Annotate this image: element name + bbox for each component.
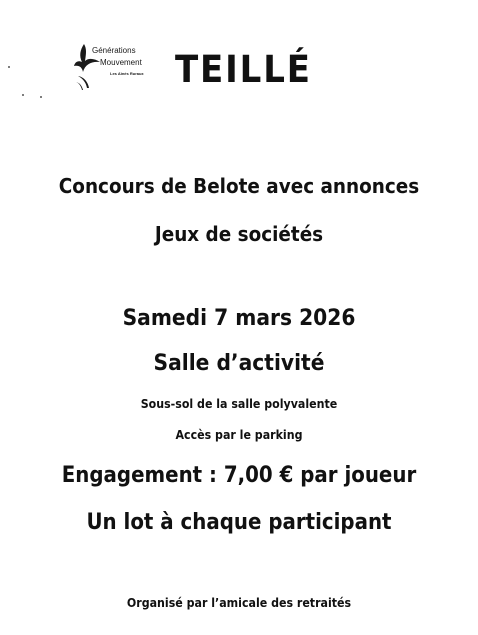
event-date: Samedi 7 mars 2026	[122, 306, 356, 331]
logo-line-2: Mouvement	[100, 58, 142, 67]
logo-line-1: Générations	[92, 46, 136, 55]
scan-speck	[22, 94, 24, 96]
scan-speck	[8, 66, 10, 68]
page-title: TEILLÉ	[175, 48, 312, 91]
organizer-footer: Organisé par l’amicale des retraités	[126, 596, 352, 610]
event-line-1: Concours de Belote avec annonces	[58, 174, 420, 198]
venue-detail: Sous-sol de la salle polyvalente	[140, 397, 338, 411]
prize-info: Un lot à chaque participant	[86, 510, 392, 535]
access-info: Accès par le parking	[175, 428, 303, 442]
event-line-2: Jeux de sociétés	[154, 222, 324, 246]
logo-line-3: Les Aînés Ruraux	[110, 71, 144, 76]
entry-fee: Engagement : 7,00 € par joueur	[61, 463, 417, 488]
generations-mouvement-logo	[70, 42, 154, 92]
scan-speck	[40, 96, 42, 98]
event-venue: Salle d’activité	[153, 351, 325, 376]
